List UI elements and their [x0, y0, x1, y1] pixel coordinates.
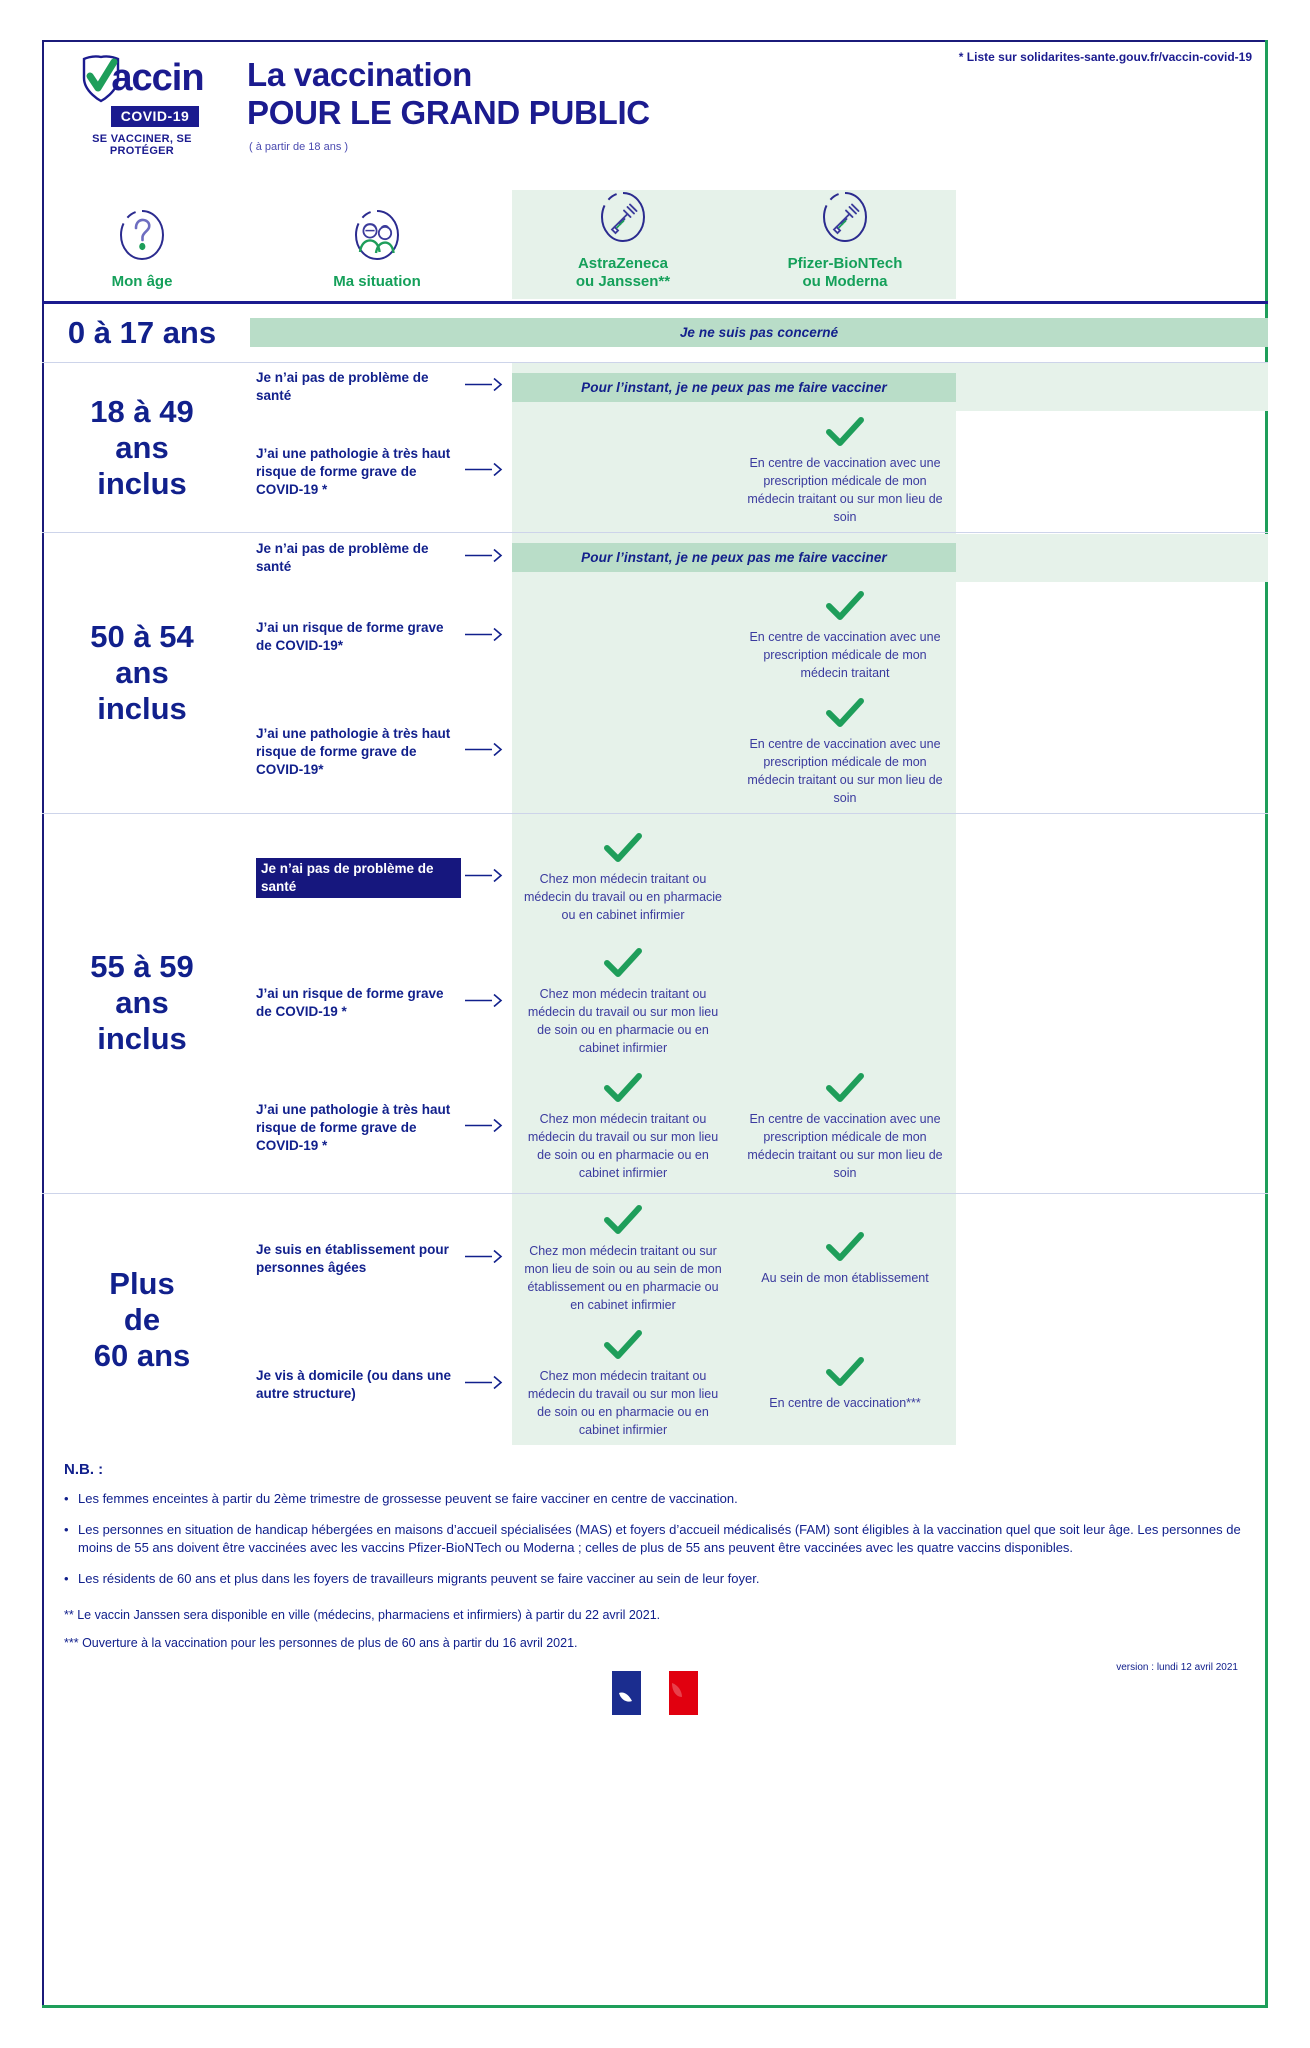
pfizer-text: Au sein de mon établissement: [761, 1270, 929, 1285]
astrazeneca-cell: [512, 582, 734, 692]
column-header-spacer: [956, 190, 1268, 299]
check-icon: [742, 1073, 948, 1108]
pfizer-cell: [734, 942, 956, 1063]
pfizer-cell: [734, 1194, 956, 1324]
note-bullet: [64, 1521, 1246, 1557]
status-band: Pour l’instant, je ne peux pas me faire vacciner: [512, 543, 956, 572]
notes-title: N.B. :: [64, 1461, 104, 1478]
arrow-right-icon: [464, 1250, 506, 1269]
row-band-cell: [512, 363, 1268, 411]
pfizer-cell: [734, 411, 956, 533]
table-row: [42, 534, 1268, 582]
situation-label: J’ai un risque de forme grave de COVID-19 *: [256, 985, 444, 1019]
column-header-pfizer-label-1: Pfizer-BioNTech: [787, 255, 903, 272]
table-column-headers: [42, 190, 1268, 299]
situation-label: Je n’ai pas de problème de santé: [256, 540, 429, 574]
pfizer-text: En centre de vaccination avec une prescription médicale de mon médecin traitant: [749, 630, 941, 680]
note-bullet: [64, 1490, 1246, 1508]
check-icon: [742, 1357, 948, 1392]
age-line-1: 18 à 49: [90, 393, 194, 429]
footnote-janssen: ** Le vaccin Janssen sera disponible en ville (médecins, pharmaciens et infirmiers) à partir du 22 avril 2021.: [64, 1608, 661, 1622]
page-title-line2: POUR LE GRAND PUBLIC: [247, 94, 650, 131]
situation-cell: [242, 942, 512, 1063]
age-line-2: de: [123, 1301, 161, 1337]
page-title-line1: La vaccination: [247, 56, 473, 93]
check-icon: [742, 698, 948, 733]
age-line-1: Plus: [109, 1265, 175, 1301]
check-icon: [520, 833, 726, 868]
arrow-right-icon: [464, 627, 506, 646]
astrazeneca-cell: [512, 1194, 734, 1324]
age-label: [42, 534, 242, 814]
arrow-right-icon: [464, 378, 506, 397]
status-band: Pour l’instant, je ne peux pas me faire vacciner: [512, 373, 956, 402]
pfizer-text: En centre de vaccination***: [769, 1396, 921, 1410]
arrow-right-icon: [464, 743, 506, 762]
check-icon: [520, 1073, 726, 1108]
astrazeneca-text: Chez mon médecin traitant ou médecin du travail ou sur mon lieu de soin ou en pharmacie ou en cabinet infirmier: [527, 1112, 719, 1181]
check-icon: [742, 591, 948, 626]
situation-cell: [242, 582, 512, 692]
notes-section: [42, 1445, 1268, 1719]
astrazeneca-cell: [512, 411, 734, 533]
situation-cell: [242, 814, 512, 942]
table-row: [42, 363, 1268, 411]
logo-tagline: SE VACCINER, SE PROTÉGER: [92, 133, 192, 157]
situation-label: J’ai une pathologie à très haut risque de forme grave de COVID-19 *: [256, 445, 451, 497]
bullet-dot-icon: •: [64, 1491, 69, 1506]
marianne-logo-wrap: [64, 1673, 1246, 1719]
logo-wordmark: accin: [111, 57, 204, 99]
situation-label: Je vis à domicile (ou dans une autre structure): [256, 1367, 452, 1401]
situation-cell: [242, 1063, 512, 1193]
page-subtitle: ( à partir de 18 ans ): [249, 141, 349, 153]
check-icon: [520, 1205, 726, 1240]
poster-header: [42, 40, 1268, 190]
logo-covid-badge: COVID-19: [111, 106, 200, 127]
two-people-circle-icon: [242, 208, 512, 267]
arrow-right-icon: [464, 548, 506, 567]
french-republic-logo-icon: [612, 1671, 698, 1720]
row-spacer: [956, 1194, 1268, 1324]
column-header-astrazeneca-label-2: ou Janssen**: [575, 273, 671, 290]
table-row: [42, 814, 1268, 942]
syringe-circle-icon: [734, 190, 956, 249]
source-url-note: * Liste sur solidarites-sante.gouv.fr/vaccin-covid-19: [958, 50, 1252, 64]
age-line-2: ans: [115, 985, 169, 1021]
footnote-60plus: *** Ouverture à la vaccination pour les personnes de plus de 60 ans à partir du 16 avril 2021.: [64, 1636, 578, 1650]
title-block: [247, 56, 650, 153]
bullet-dot-icon: •: [64, 1522, 69, 1537]
age-line-1: 50 à 54: [90, 619, 194, 654]
note-bullet-text: Les femmes enceintes à partir du 2ème trimestre de grossesse peuvent se faire vacciner en centre de vaccination.: [78, 1491, 738, 1506]
arrow-right-icon: [464, 1118, 506, 1137]
column-header-pfizer: [734, 190, 956, 299]
column-header-astrazeneca: [512, 190, 734, 299]
situation-label: Je n’ai pas de problème de santé: [256, 370, 429, 403]
row-spacer: [956, 814, 1268, 942]
pfizer-cell: [734, 814, 956, 942]
pfizer-cell: [734, 1324, 956, 1445]
age-label: [42, 1194, 242, 1445]
astrazeneca-cell: [512, 692, 734, 814]
column-header-situation-label: Ma situation: [333, 273, 421, 290]
age-line-2: ans: [115, 655, 169, 690]
note-bullet-text: Les personnes en situation de handicap hébergées en maisons d’accueil spécialisées (MAS) et foyers d’accueil médicalisés (FAM) sont éligibles à la vaccination quel que soit leur âge. Les personnes de moins de 55 ans doivent être vaccinées avec les vaccins Pfizer-BioNTech ou Moderna ; celles de plus de 55 ans peuvent être vaccinées avec les quatre vaccins disponibles.: [78, 1522, 1241, 1555]
table-row: [42, 302, 1268, 362]
shield-check-icon: [80, 52, 122, 104]
row-spacer: [956, 1063, 1268, 1193]
row-band-cell: [512, 534, 1268, 582]
arrow-right-icon: [464, 869, 506, 888]
astrazeneca-cell: [512, 814, 734, 942]
age-line-3: inclus: [97, 465, 187, 501]
question-mark-circle-icon: [42, 208, 242, 267]
column-header-age-label: Mon âge: [111, 273, 173, 290]
situation-label-highlighted: Je n’ai pas de problème de santé: [256, 858, 461, 898]
situation-cell: [242, 692, 512, 814]
situation-label: J’ai une pathologie à très haut risque de forme grave de COVID-19 *: [256, 1101, 451, 1153]
pfizer-text: En centre de vaccination avec une prescription médicale de mon médecin traitant ou sur mon lieu de soin: [747, 736, 943, 805]
age-label: [42, 814, 242, 1193]
situation-cell: [242, 534, 512, 582]
pfizer-text: En centre de vaccination avec une prescription médicale de mon médecin traitant ou sur mon lieu de soin: [747, 1112, 943, 1181]
pfizer-text: En centre de vaccination avec une prescription médicale de mon médecin traitant ou sur mon lieu de soin: [747, 456, 943, 524]
status-band: Je ne suis pas concerné: [250, 318, 1268, 347]
row-spacer: [956, 692, 1268, 814]
situation-cell: [242, 363, 512, 411]
astrazeneca-text: Chez mon médecin traitant ou sur mon lieu de soin ou au sein de mon établissement ou en pharmacie ou en cabinet infirmier: [524, 1243, 722, 1312]
column-header-age: [42, 190, 242, 299]
row-spacer: [956, 1324, 1268, 1445]
age-line-3: inclus: [97, 691, 187, 726]
astrazeneca-text: Chez mon médecin traitant ou médecin du travail ou en pharmacie ou en cabinet infirmier: [523, 871, 723, 922]
arrow-right-icon: [464, 993, 506, 1012]
column-header-situation: [242, 190, 512, 299]
situation-label: J’ai une pathologie à très haut risque de forme grave de COVID-19*: [256, 726, 451, 777]
syringe-circle-icon: [512, 190, 734, 249]
row-spacer: [956, 942, 1268, 1063]
age-line-3: 60 ans: [93, 1337, 191, 1373]
note-bullet: [64, 1570, 1246, 1588]
vaccin-logo: [62, 52, 222, 157]
age-line-3: inclus: [97, 1021, 187, 1057]
situation-cell: [242, 1194, 512, 1324]
version-label: version : lundi 12 avril 2021: [1116, 1662, 1238, 1673]
arrow-right-icon: [464, 1375, 506, 1394]
arrow-right-icon: [464, 462, 506, 481]
age-label: [42, 363, 242, 533]
pfizer-cell: [734, 582, 956, 692]
check-icon: [742, 417, 948, 452]
pfizer-cell: [734, 1063, 956, 1193]
situation-cell: [242, 1324, 512, 1445]
astrazeneca-text: Chez mon médecin traitant ou médecin du travail ou sur mon lieu de soin ou en pharmacie ou en cabinet infirmier: [527, 1369, 719, 1437]
situation-label: Je suis en établissement pour personnes âgées: [256, 1242, 449, 1275]
pfizer-cell: [734, 692, 956, 814]
age-line-1: 55 à 59: [90, 949, 194, 985]
check-icon: [742, 1232, 948, 1267]
vaccination-table: [42, 190, 1268, 1445]
astrazeneca-cell: [512, 1063, 734, 1193]
column-header-pfizer-label-2: ou Moderna: [802, 273, 888, 290]
column-header-astrazeneca-label-1: AstraZeneca: [577, 255, 669, 272]
situation-cell: [242, 411, 512, 533]
astrazeneca-cell: [512, 942, 734, 1063]
age-line-2: ans: [115, 429, 169, 465]
note-bullet-text: Les résidents de 60 ans et plus dans les foyers de travailleurs migrants peuvent se faire vacciner au sein de leur foyer.: [78, 1571, 760, 1586]
bullet-dot-icon: •: [64, 1571, 69, 1586]
situation-label: J’ai un risque de forme grave de COVID-19*: [256, 619, 444, 653]
astrazeneca-cell: [512, 1324, 734, 1445]
check-icon: [520, 948, 726, 983]
check-icon: [520, 1330, 726, 1365]
astrazeneca-text: Chez mon médecin traitant ou médecin du travail ou sur mon lieu de soin ou en pharmacie ou en cabinet infirmier: [527, 987, 719, 1055]
row-spacer: [956, 582, 1268, 692]
age-label: 0 à 17 ans: [67, 314, 217, 350]
row-spacer: [956, 411, 1268, 533]
row-band-cell: [242, 302, 1268, 362]
table-row: [42, 1194, 1268, 1324]
